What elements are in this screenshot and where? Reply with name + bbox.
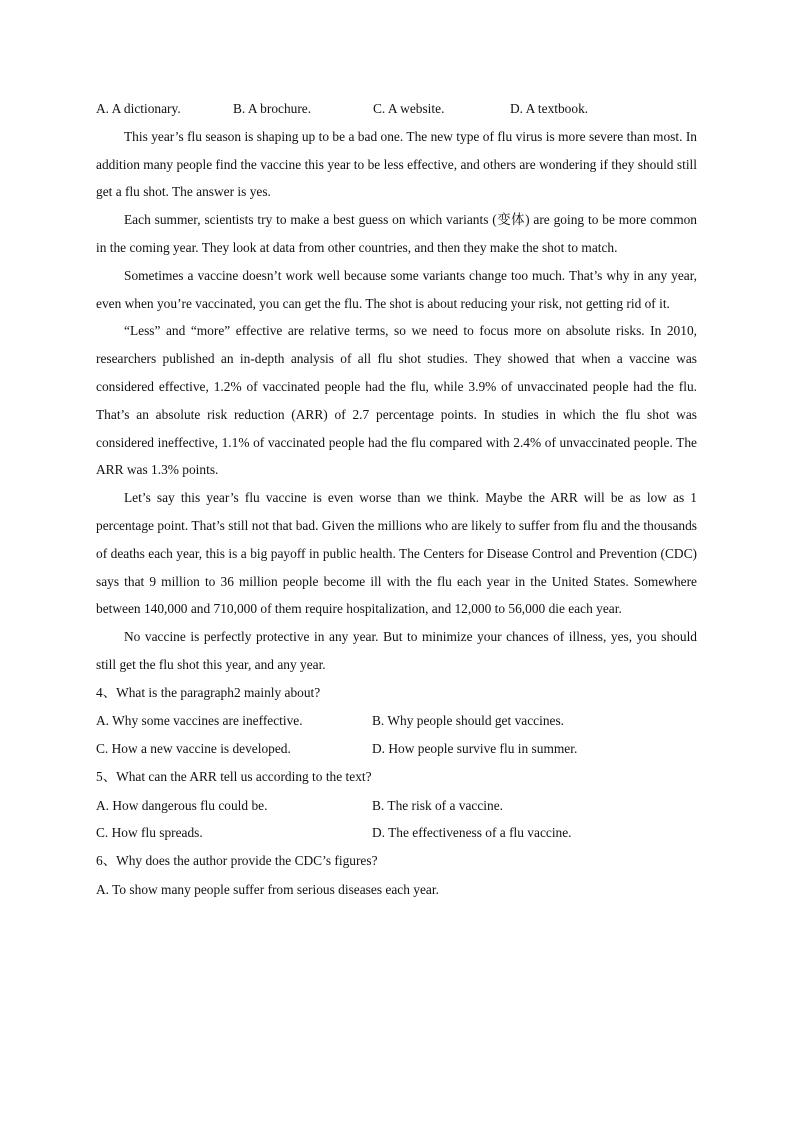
q4-options-row-2: [96, 735, 697, 763]
question-4: [96, 679, 697, 763]
q4-option-a[interactable]: A. Why some vaccines are ineffective.: [96, 713, 303, 729]
q3-option-b[interactable]: B. A brochure.: [233, 101, 312, 116]
q5-options-row-1: [96, 792, 697, 820]
q4-option-c[interactable]: C. How a new vaccine is developed.: [96, 741, 291, 757]
q4-stem: 4、What is the paragraph2 mainly about?: [96, 684, 321, 700]
passage: [96, 123, 697, 679]
q3-option-c[interactable]: C. A website.: [373, 101, 445, 116]
q3-option-a[interactable]: A. A dictionary.: [96, 101, 181, 116]
passage-paragraph-5: Let’s say this year’s flu vaccine is even worse than we think. Maybe the ARR will be as low as 1 percentage point. That’s still not that bad. Given the millions who are likely to suffer from flu and the thousands of deaths each year, this is a big payoff in public health. The Centers for Disease Control and Prevention (CDC) says that 9 million to 36 million people become ill with the flu each year in the United States. Somewhere between 140,000 and 710,000 of them require hospitalization, and 12,000 to 56,000 die each year.: [96, 490, 697, 617]
passage-paragraph-2: Each summer, scientists try to make a best guess on which variants (变体) are going to be more common in the coming year. They look at data from other countries, and then they make the shot to match.: [96, 212, 697, 255]
passage-paragraph-3: Sometimes a vaccine doesn’t work well because some variants change too much. That’s why in any year, even when you’re vaccinated, you can get the flu. The shot is about reducing your risk, not getting rid of it.: [96, 267, 697, 311]
q5-option-b[interactable]: B. The risk of a vaccine.: [372, 797, 504, 813]
passage-paragraph-6: No vaccine is perfectly protective in any year. But to minimize your chances of illness, yes, you should still get the flu shot this year, and any year.: [96, 629, 697, 672]
q5-option-d[interactable]: D. The effectiveness of a flu vaccine.: [372, 825, 572, 841]
q6-stem: 6、Why does the author provide the CDC’s figures?: [96, 853, 378, 869]
q3-options: [96, 95, 697, 123]
q5-options-row-2: [96, 819, 697, 847]
question-6: [96, 847, 697, 904]
q5-option-c[interactable]: C. How flu spreads.: [96, 825, 203, 841]
q5-option-a[interactable]: A. How dangerous flu could be.: [96, 797, 268, 813]
q5-stem: 5、What can the ARR tell us according to the text?: [96, 768, 372, 784]
passage-paragraph-4: “Less” and “more” effective are relative terms, so we need to focus more on absolute risks. In 2010, researchers published an in-depth analysis of all flu shot studies. They showed that when a vaccine was considered effective, 1.2% of vaccinated people had the flu, while 3.9% of unvaccinated people had the flu. That’s an absolute risk reduction (ARR) of 2.7 percentage points. In studies in which the flu shot was considered ineffective, 1.1% of vaccinated people had the flu compared with 2.4% of unvaccinated people. The ARR was 1.3% points.: [96, 323, 697, 478]
q6-option-a[interactable]: A. To show many people suffer from serious diseases each year.: [96, 881, 439, 897]
document-page: [96, 95, 697, 904]
question-5: [96, 763, 697, 847]
q4-options-row-1: [96, 707, 697, 735]
passage-paragraph-1: This year’s flu season is shaping up to be a bad one. The new type of flu virus is more severe than most. In addition many people find the vaccine this year to be less effective, and others are wondering if they should still get a flu shot. The answer is yes.: [96, 128, 697, 200]
q4-option-d[interactable]: D. How people survive flu in summer.: [372, 741, 578, 757]
q4-option-b[interactable]: B. Why people should get vaccines.: [372, 713, 565, 729]
q3-option-d[interactable]: D. A textbook.: [510, 101, 589, 116]
